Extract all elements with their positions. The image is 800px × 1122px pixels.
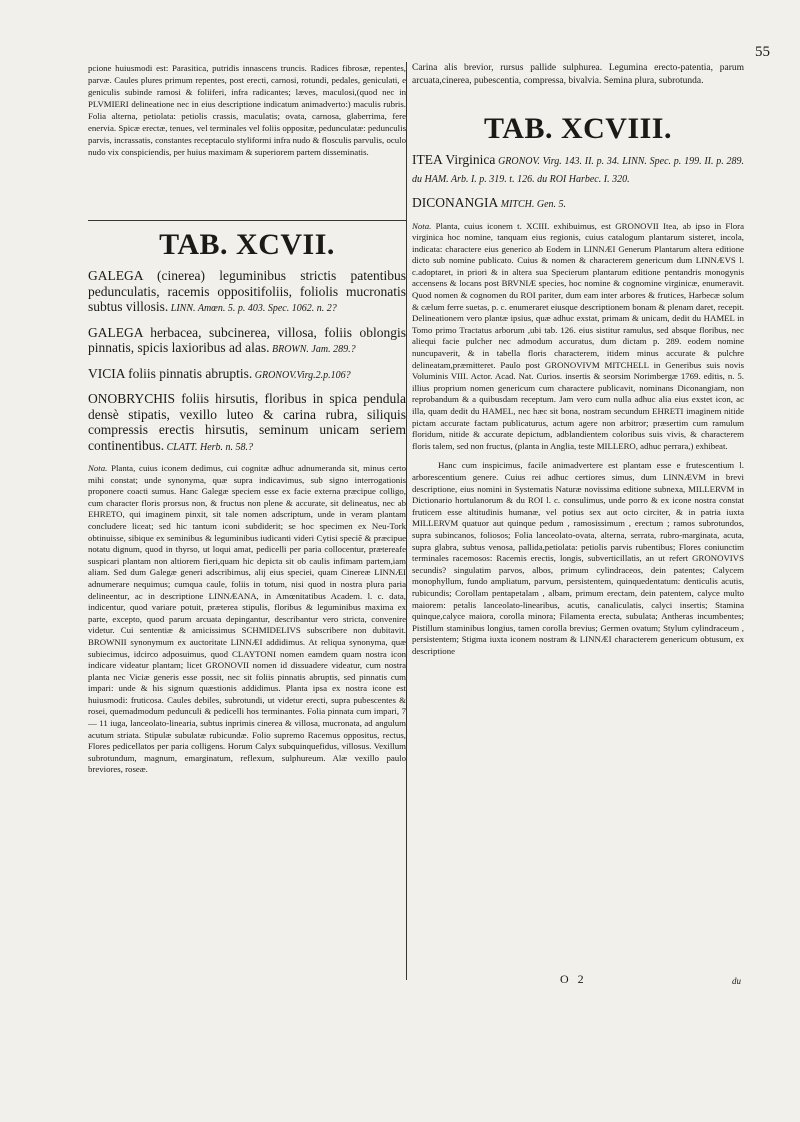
left-top-text: pcione huiusmodi est: Parasitica, putridis innascens truncis. Radices fibrosæ, repentes, parvæ. Caules plures primum repentes, post erecti, carnosi, rotundi, pedales, geniculati, e geniculis subinde ramosi & foliiferi, infra radicantes; læves, maculosi,(quod nec in PLVMIERI delineatione nec in eius descriptione indicatum animadverto:) maculis rubris. Folia alterna, petiolata: petiolis crassis, maculatis; ovata, carnosa, glaberrima, fere enervia. Spicæ erectæ, tenues, vel terminales vel foliis oppositæ, pedunculatæ: pedunculis parvis, incrassatis, constantes receptaculo styliformi infra nudo & flosculis parvulis, oculo nudo vix conspiciendis, per huius maximam & superiorem partem disseminatis.	[88, 63, 406, 157]
species-description: foliis hirsutis, floribus in spica pendula densè stipatis, vexillo luteo & carina rubra, siliquis compressis erectis hirsutis, seminum unicam seriem continentibus.	[88, 391, 406, 453]
species-name: GALEGA	[88, 324, 143, 340]
species-name: ITEA Virginica	[412, 152, 496, 167]
synonym-entry	[88, 391, 406, 455]
synonym-entry	[88, 268, 406, 317]
species-name: DICONANGIA	[412, 195, 499, 210]
tab-97-heading: TAB. XCVII.	[159, 228, 335, 261]
synonym-entry	[88, 325, 406, 358]
right-top-text: Carina alis brevior, rursus pallide sulphurea. Legumina erecto-patentia, parum arcuata,cinerea, pubescentia, compressa, bivalvia. Semina plura, subrotunda.	[412, 63, 744, 86]
left-column	[88, 62, 406, 776]
species-reference: GRONOV. Virg. 143. II. p. 34. LINN. Spec. p. 199. II. p. 289. du HAM. Arb. I. p. 319. t. 126. du ROI Harbec. I. 320.	[412, 156, 744, 185]
left-nota	[88, 463, 406, 776]
right-synonym-list	[412, 152, 744, 213]
left-synonym-list	[88, 268, 406, 455]
species-reference: GRONOV.Virg.2.p.106?	[252, 369, 351, 381]
species-reference: CLATT. Herb. n. 58.?	[164, 441, 254, 453]
nota-label: Nota.	[412, 220, 432, 231]
species-reference: MITCH. Gen. 5.	[498, 199, 567, 210]
synonym-entry	[88, 366, 406, 384]
tab-98-heading: TAB. XCVIII.	[484, 112, 672, 145]
nota-label: Nota.	[88, 463, 108, 473]
synonym-entry	[412, 195, 744, 213]
right-nota	[412, 221, 744, 453]
right-column	[412, 62, 744, 657]
right-paragraph-2: Hanc cum inspicimus, facile animadvertere est plantam esse e frutescentium l. arborescentium genere. Cuius rei adhuc certiores simus, dum LINNÆVM in brevi descriptione, eius nomini in Systematis Naturæ novissima editione subnexa, MILLERVM in Dictionario hortulanorum & du ROI l. c. consulimus, unde porro & ex icone nostra constat fruticem esse altitudinis humanæ, vel potius sex aut octo circiter, & in patria iuxta MILLERVM quatuor aut quinque pedum , ramosissimum , erectum ; ramos subrotundos, supra subincanos, foliosos; Folia lanceolato-ovata, alterna, serrata, rubro-marginata, acuta, supra glabra, subtus venosa, pallida,petiolata: petiolis parvis rubentibus; Flores coniunctim terminales racemosos: Racemis erectis, longis, subverticillatis, an ut refert GRONOVIVS secundis? singulatim parvos, albos, primum cylindraceos, dein patentes; Calycem monophyllum, fundo ampliatum, parvum, persistentem, quinquedentatum: denticulis acutis, rubicundis; Corollam pentapetalam , albam, primum erectam, dein patentem, calyce multo maiorem: petalis lanceolato-linearibus, acutis, canaliculatis, calyci insertis; Stamina quinque,calyce maiora, corolla minora; Filamenta erecta, subulata; Antheras incumbentes; Pistillum staminibus longius, tamen corolla brevius; Germen ovatum; Stylum cylindraceum , persistentem; Stigma iuxta iconem nostram & LINNÆI characterem genericum obtusum, ex descriptione	[412, 460, 744, 656]
species-description: herbacea, subcinerea, villosa, foliis oblongis pinnatis, spicis laxioribus ad alas.	[88, 324, 406, 355]
column-divider	[406, 62, 407, 980]
catchword: du	[732, 976, 741, 986]
species-name: ONOBRYCHIS	[88, 391, 176, 406]
species-name: GALEGA (cinerea)	[88, 268, 205, 283]
right-nota-text: Planta, cuius iconem t. XCIII. exhibuimus, est GRONOVII Itea, ab ipso in Flora virginica hoc nomine, tanquam eius regionis, cuius catalogum plantarum sisteret, incola, indicata: charactere eius generico ab Eodem in LINNÆI Generum Plantarum altera editione dicto sub nomine publicato. Cuius & nomen & characterem genericum dum LINNÆVS l. c.adoptaret, in priori & in altera sua Specierum plantarum editione pentandris monogynis accensens & locans post BRVNIÆ species, hoc nomine & cognomine virginicæ, enumeravit. Quod nomen & cognomen du ROI pariter, dum eam inter arbores & frutices, Harbecæ solum & cælum ferre suetas, p. c. enumeraret eiusque descriptionem bonam & plenam daret, recepit. Delineationem vero plantæ ipsius, quæ adhuc exstat, primam & unicam, dedit du HAMEL in Tomo primo Tractatus arborum ,ubi tab. 126. eius sistitur ramulus, sed absque floribus, nec aliequi facie pulcher nec admodum accuratus, dum dictam p. 289. eodem nomine nuncupaverit, & in tabella floris characterem, itidem minus accurate & pulchre delineatam,præmitteret. Paulo post GRONOVIVM MITCHELL in Generibus suis novis Voluminis VIII. Actor. Acad. Nat. Curios. insertis & seorsim Norimbergæ 1769. editis, n. 5. illius proprium nomen genericum cum charactere publicavit, nominans Diconangiam, non reprobandum & a quibusdam receptum. Jam vero cum nulla adhuc alia eius exstet icon, ac illa, quam dedit du HAMEL, nec hæc sit bona, nostram secundum EHRETI imaginem nitide pictam accurate factam publicaturus, actum agere non arbitror; præsertim cum ramulum floridum, nitide & accurate depictum, adblandientem coloribus suis vivis, & characterem floris talem, sed non fructus, (planta in Anglia, teste MILLERO, adhuc perrara,) exhibeat.	[412, 220, 744, 451]
signature-mark: O 2	[560, 972, 587, 986]
left-nota-text: Planta, cuius iconem dedimus, cui cognitæ adhuc adnumeranda sit, minus certo mihi constat; unde synonyma, quæ supra indicavimus, sub signo interrogationis proponere coacti sumus. Hanc Galegæ speciem esse ex facie externa præcipue colligo, cum character floris prorsus non, & fructus non plene & accurate, sit delineatus, nec ab EHRETO, qui imaginem pinxit, sit tale nomen adscriptum, unde in veram plantam concludere liceat; sed hic tantum iconi subdiderit; se hoc specimen ex Neu-Tork obtinuisse, sibique ex seminibus & leguminibus iudicanti videri Cytisi speciē & præcipue notatu dignum, quod in thyrso, ut loqui amat, pedicelli per paria collocentur, prætereafe suspicari plantam non altiorem fieri,quam hic depicta sit ob caulis infimam partem,iam aliam. Sed dum Galegæ generi adscribimus, alij eius speciei, quam Cinereæ LINNÆI adnumerare nequimus; cumqua caule, foliis in totum, nisi quod in nostra plura paria delineentur, ac in descriptione LINNÆANA, in Amœnitatibus Academ. l. c. data, indicentur, quod variare potuit, præterea stipulis, floribus & leguminibus maxima ex parte, excepto, quod parum arcuata depingantur, describantur vero stricta, convenire videtur. Cui sententiæ & amicissimus SCHMIDELIVS subscribere non dubitavit. BROWNII synonymum ex auctoritate LINNÆI addidimus. At reliqua synonyma, quæ subiecimus, idcirco adposuimus, quod CLAYTONI nomen eamdem quam nostra icon indicare videatur plantam; licet GRONOVII nomen id dissuadere videatur, cum nostra planta nec Viciæ generis esse possit, nec sit foliis pinnatis abruptis, sed pinnatis cum impari: unde & his signum quæstionis addidimus. Planta ipsa ex nostra icone est huiusmodi: fruticosa. Caules debiles, subrotundi, ut videtur erecti, supra pubescentes & rosei, quemadmodum pedunculi & pedicelli hos terminantes. Folia pinnata cum impari, 7 — 11 iuga, lanceolato-linearia, subtus inprimis cinerea & villosa, mucronata, ad angulum acutum striata. Stipulæ subulatæ rubicundæ. Folio supremo Racemus oppositus, rectus, Flores pedicellatos per paria colligens. Horum Calyx subquinquefidus, villosus. Vexillum subrotundum, magnum, emarginatum, reflexum, sulphureum. Alæ vexillo paulo breviores, roseæ.	[88, 463, 406, 775]
synonym-entry	[412, 152, 744, 187]
species-description: foliis pinnatis abruptis.	[124, 365, 253, 381]
species-description: leguminibus strictis patentibus pedunculatis, racemis oppositifoliis, foliolis mucronatis subtus villosis.	[88, 268, 406, 314]
species-reference: LINN. Amœn. 5. p. 403. Spec. 1062. n. 2?	[168, 303, 337, 314]
section-rule	[88, 220, 406, 221]
species-reference: BROWN. Jam. 289.?	[269, 344, 356, 355]
species-name: VICIA	[88, 365, 125, 381]
page-number: 55	[755, 44, 770, 60]
